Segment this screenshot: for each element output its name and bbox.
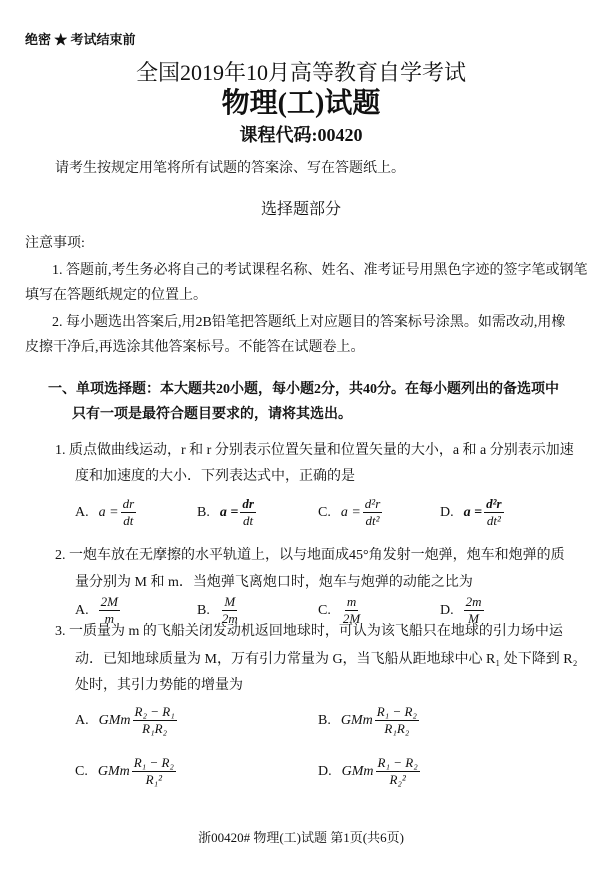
denominator: dt² <box>365 513 380 528</box>
option-prefix: GMm <box>340 712 373 728</box>
option-3D <box>318 755 420 788</box>
option-label: A. <box>75 504 89 520</box>
option-prefix: GMm <box>341 763 374 779</box>
option-prefix: GMm <box>98 712 131 728</box>
question-1-text: 度和加速度的大小．下列表达式中，正确的是 <box>75 469 355 484</box>
question-2-text: 量分别为 M 和 m．当炮弹飞离炮口时，炮车与炮弹的动能之比为 <box>75 575 473 590</box>
denominator: dt² <box>486 513 501 528</box>
option-label: B. <box>197 504 210 520</box>
option-prefix: a = <box>219 504 239 520</box>
note-line: 2. 每小题选出答案后,用2B铅笔把答题纸上对应题目的答案标号涂黑。如需改动,用橡 <box>52 315 566 330</box>
numerator: 2m <box>465 594 482 609</box>
denominator: R₁R₂ <box>142 721 168 736</box>
option-3A <box>75 704 177 737</box>
numerator: R₁ − R₂ <box>377 755 418 770</box>
section-heading: 只有一项是最符合题目要求的，请将其选出。 <box>72 407 352 422</box>
exam-title: 全国2019年10月高等教育自学考试 <box>135 60 466 85</box>
option-2B <box>197 594 240 627</box>
fraction <box>464 594 484 627</box>
option-1B <box>197 496 256 529</box>
question-3-text: 动．已知地球质量为 M，万有引力常量为 G，当飞船从距地球中心 R₁ 处下降到 R₂ <box>75 652 578 667</box>
note-line: 1. 答题前,考生务必将自己的考试课程名称、姓名、准考证号用黑色字迹的签字笔或钢笔 <box>52 263 588 278</box>
fraction <box>376 755 420 788</box>
option-prefix: a = <box>463 504 483 520</box>
option-label: B. <box>318 712 331 728</box>
fraction <box>99 594 120 627</box>
numerator: dr <box>122 496 135 511</box>
question-3-text: 处时，其引力势能的增量为 <box>75 678 243 693</box>
option-prefix: GMm <box>97 763 130 779</box>
numerator: m <box>346 594 357 609</box>
fraction <box>220 594 240 627</box>
denominator: R₁R₂ <box>384 721 410 736</box>
course-code: 课程代码:00420 <box>239 125 363 145</box>
option-label: D. <box>440 504 454 520</box>
option-prefix: a = <box>340 504 361 520</box>
numerator: R₂ − R₁ <box>134 704 175 719</box>
fraction <box>375 704 419 737</box>
option-2D <box>440 594 484 627</box>
page-footer: 浙00420# 物理(工)试题 第1页(共6页) <box>198 830 404 845</box>
denominator: 2M <box>342 611 361 626</box>
fraction <box>133 704 177 737</box>
fraction <box>484 496 503 529</box>
section-heading: 一、单项选择题：本大题共20小题，每小题2分，共40分。在每小题列出的备选项中 <box>48 382 559 397</box>
denominator: R₁² <box>145 772 163 787</box>
option-label: D. <box>318 763 332 779</box>
denominator: dt <box>243 513 254 528</box>
part-title: 选择题部分 <box>260 201 341 218</box>
question-2-text: 2. 一炮车放在无摩擦的水平轨道上，以与地面成45°角发射一炮弹，炮车和炮弹的质 <box>55 548 565 563</box>
numerator: R₁ − R₂ <box>133 755 174 770</box>
fraction <box>363 496 382 529</box>
option-2A <box>75 594 120 627</box>
option-1D <box>440 496 504 529</box>
option-label: C. <box>75 763 88 779</box>
option-label: C. <box>318 602 331 618</box>
numerator: 2M <box>100 594 118 609</box>
numerator: d²r <box>364 496 381 511</box>
denominator: R₂² <box>389 772 406 787</box>
denominator: m <box>104 611 114 626</box>
option-label: C. <box>318 504 331 520</box>
option-3B <box>318 704 419 737</box>
subject-title: 物理(工)试题 <box>221 88 381 119</box>
option-3C <box>75 755 176 788</box>
denominator: 2m <box>221 611 238 626</box>
question-1-text: 1. 质点做曲线运动，r 和 r 分别表示位置矢量和位置矢量的大小，a 和 a 分别表示加速 <box>55 443 574 458</box>
denominator: dt <box>123 513 134 528</box>
denominator: M <box>468 611 479 626</box>
option-label: A. <box>75 712 89 728</box>
instruction: 请考生按规定用笔将所有试题的答案涂、写在答题纸上。 <box>55 161 405 176</box>
numerator: R₁ − R₂ <box>376 704 417 719</box>
numerator: M <box>224 594 236 609</box>
option-1C <box>318 496 382 529</box>
option-label: D. <box>440 602 454 618</box>
note-line: 皮擦干净后,再选涂其他答案标号。不能答在试题卷上。 <box>25 340 365 355</box>
option-label: B. <box>197 602 210 618</box>
numerator: d²r <box>486 496 502 511</box>
fraction <box>240 496 256 529</box>
note-line: 填写在答题纸规定的位置上。 <box>25 288 207 303</box>
fraction <box>341 594 362 627</box>
fraction <box>132 755 176 788</box>
option-prefix: a = <box>98 504 119 520</box>
fraction <box>121 496 137 529</box>
option-label: A. <box>75 602 89 618</box>
confidential-label: 绝密 ★ 考试结束前 <box>25 32 136 47</box>
question-3-text: 3. 一质量为 m 的飞船关闭发动机返回地球时，可认为该飞船只在地球的引力场中运 <box>55 624 563 639</box>
option-2C <box>318 594 362 627</box>
notes-heading: 注意事项: <box>25 236 85 251</box>
option-1A <box>75 496 136 529</box>
numerator: dr <box>242 496 254 511</box>
